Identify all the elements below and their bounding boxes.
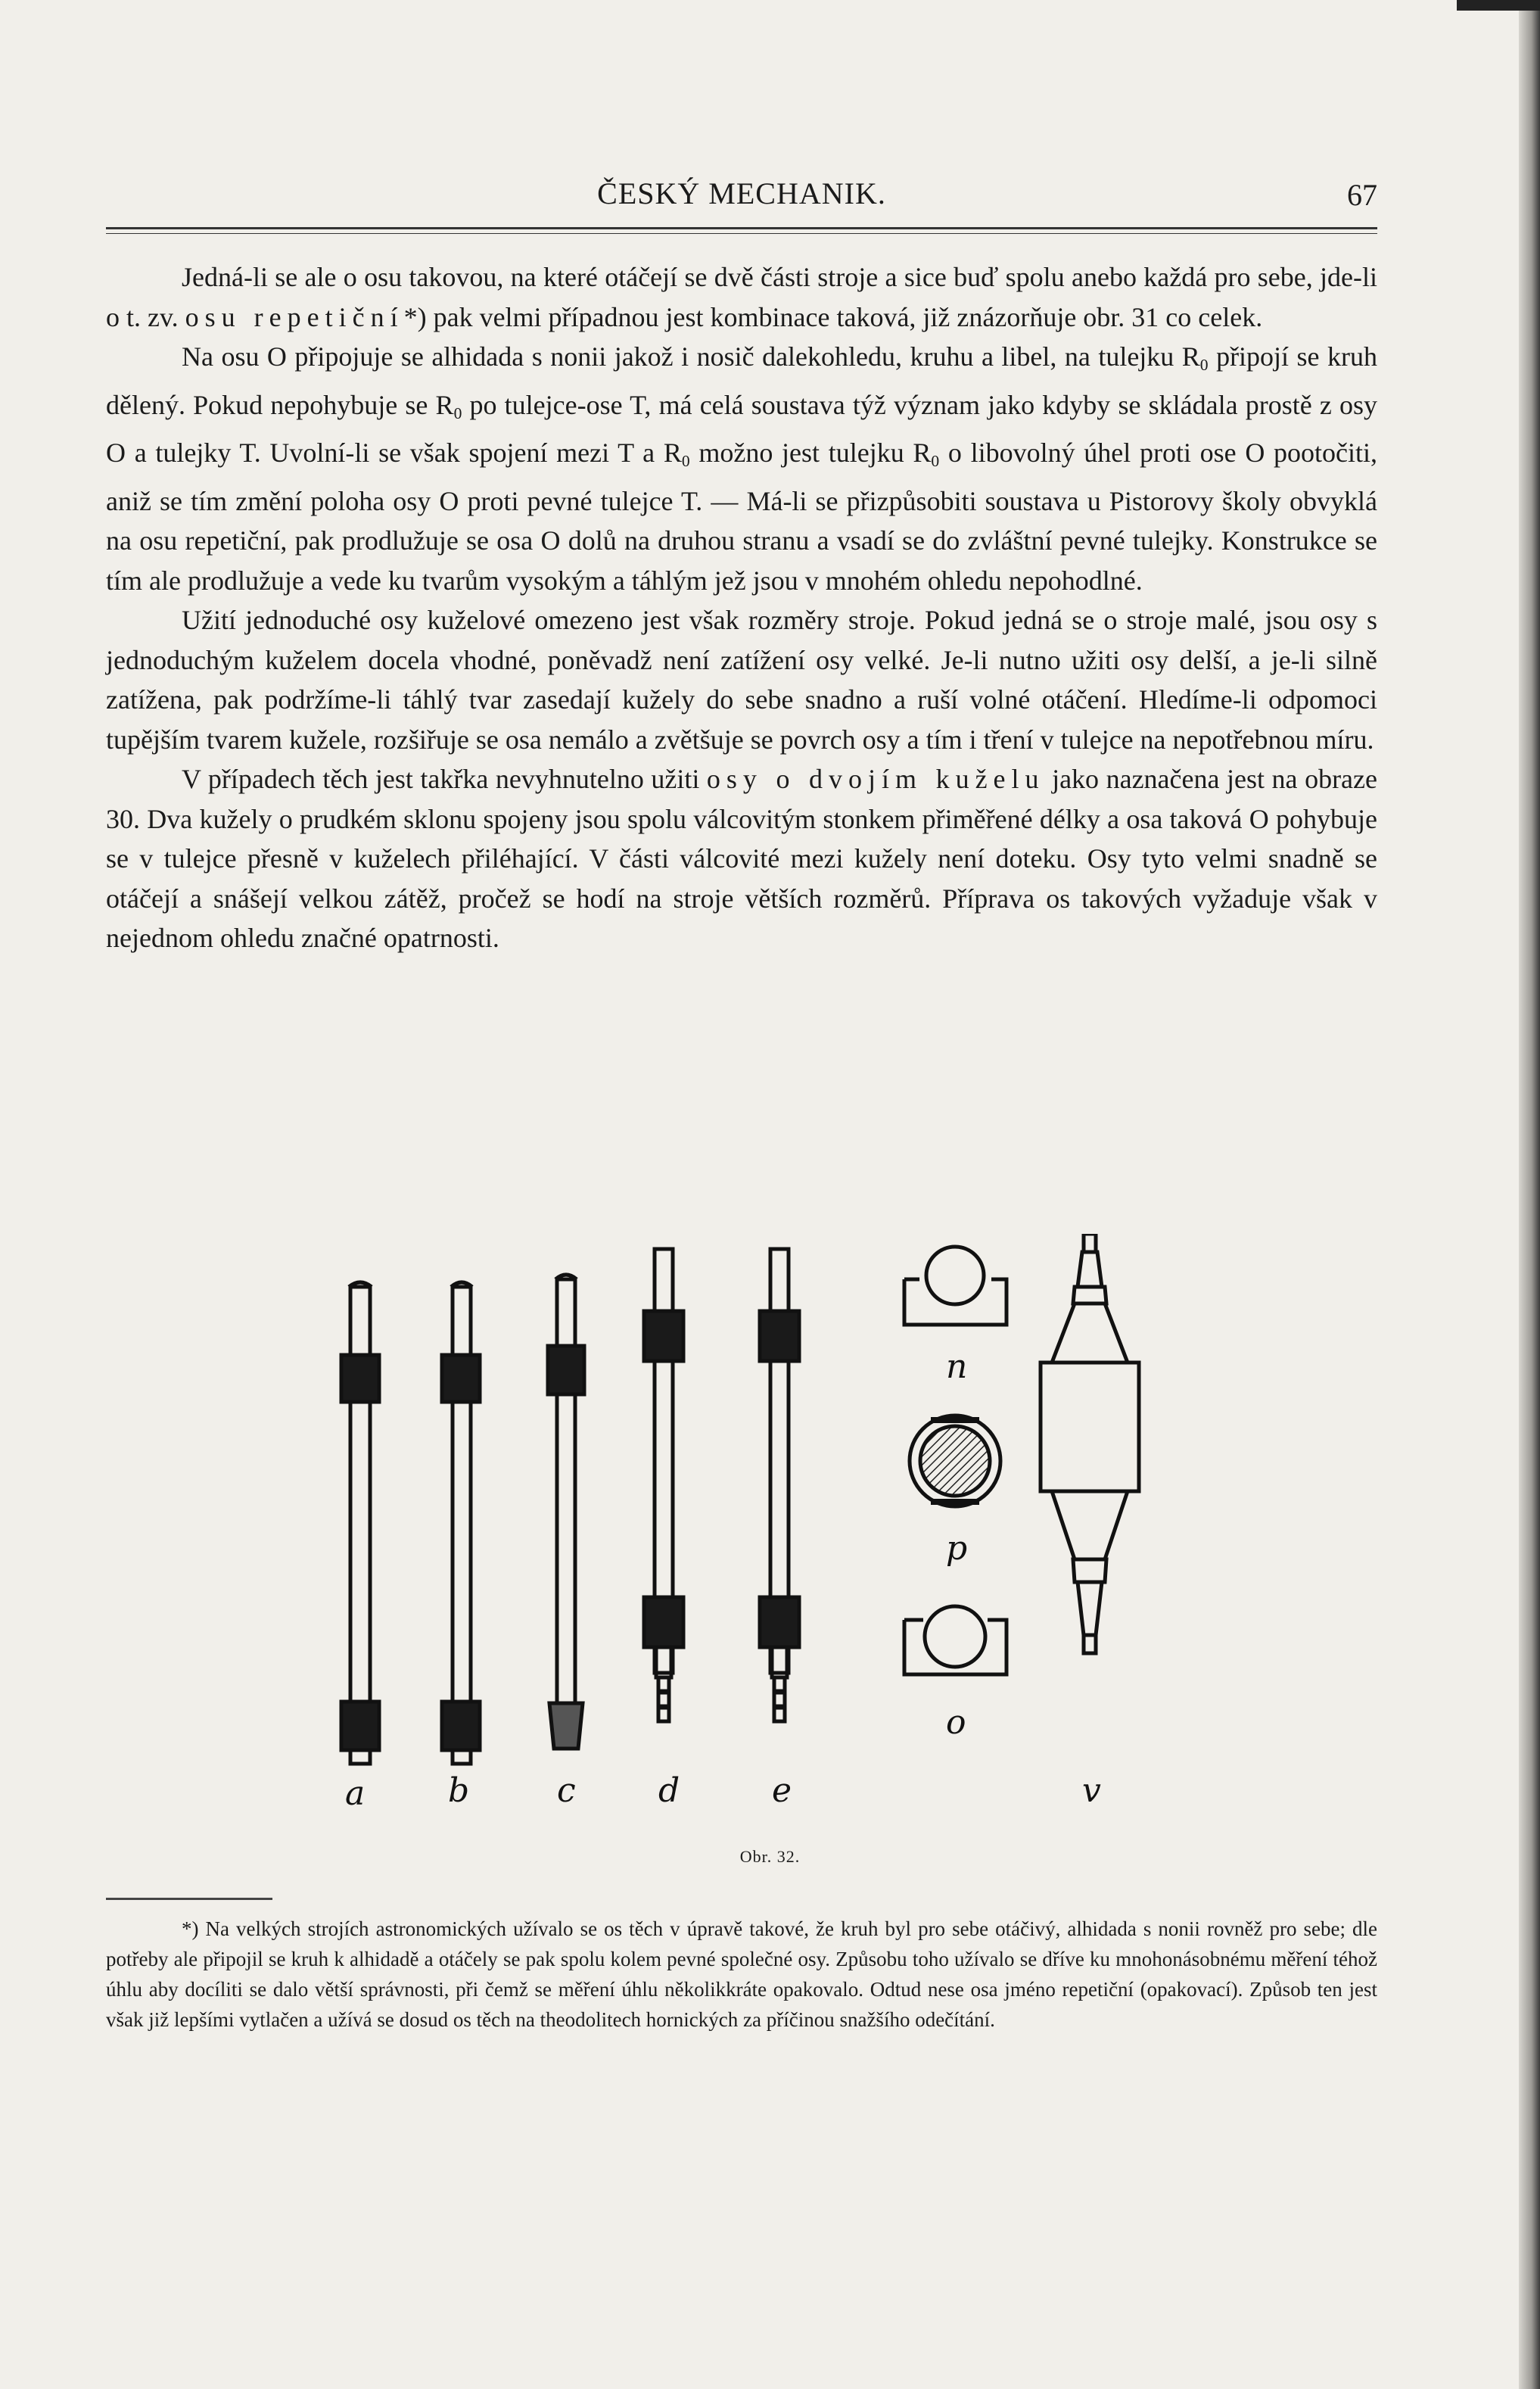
section-n [904,1247,1006,1325]
axle-e [760,1249,799,1721]
page-header [106,176,1377,221]
paragraph-4: V případech těch jest takřka nevyhnutelno užiti osy o dvojím kuželu jako naznačena jest na obraze 30. Dva kužely o prudkém sklonu spojeny jsou spolu válcovitým stonkem přiměřené délky a osa taková O pohybuje se v tulejce přesně v kuželech přiléhající. V části válcovité mezi kužely není doteku. Osy tyto velmi snadně se otáčejí a snášejí velkou zátěž, pročež se hodí na stroje větších rozměrů. Příprava os takových vyžaduje však v nejednom ohledu značné opatrnosti. [106,764,1377,953]
axle-a [341,1282,379,1764]
emphasis-spaced: osy o dvojím kuželu [706,764,1045,794]
page-number: 67 [1347,178,1377,212]
label-e: e [772,1771,792,1810]
emphasis-spaced: osu repetiční [185,301,404,332]
label-a: a [345,1774,366,1813]
scan-mark [1457,0,1540,11]
header-rule-top [106,227,1377,229]
footnote-rule [106,1898,272,1900]
axle-c [548,1275,584,1749]
figure-32 [288,1234,1196,1839]
axle-v [1041,1234,1139,1653]
page-edge [1519,0,1540,2389]
figure-caption: Obr. 32. [739,1847,801,1866]
label-o: o [946,1703,966,1742]
axle-d [644,1249,683,1721]
paragraph-2: Na osu O připojuje se alhidada s nonii jakož i nosič dalekohledu, kruhu a libel, na tulejku $R_0$ připojí se kruh dělený. Pokud nepohybuje se $R_0$ po tulejce-ose T, má celá soustava týž význam jako kdyby se skládala prostě z osy O a tulejky T. Uvolní-li se však spojení mezi T a $R_0$ možno jest tulejku $R_0$ o libovolný úhel proti ose O pootočiti, aniž se tím změní poloha osy O proti pevné tulejce T. — Má-li se přizpůsobiti soustava u Pistorovy školy obvyklá na osu repetiční, pak prodlužuje se osa O dolů na druhou stranu a vsadí se do zvláštní pevné tulejky. Konstrukce se tím ale prodlužuje a vede ku tvarům vysokým a táhlým jež jsou v mnohém ohledu nepohodlné. [106,341,1378,596]
label-v: v [1082,1771,1101,1810]
running-title: ČESKÝ MECHANIK. [597,176,886,210]
label-n: n [946,1347,968,1386]
axle-drawings [288,1234,1196,1839]
footnote-text: *) Na velkých strojích astronomických užívalo se os těch v úpravě takové, že kruh byl pro sebe otáčivý, alhidada s nonii rovněž pro sebe; dle potřeby ale připojil se kruh k alhidadě a otáčely se pak spolu kolem pevné společné osy. Způsobu toho užívalo se dříve ku mnohonásobnému měření téhož úhlu aby docíliti se dalo větší správnosti, při čemž se měření úhlu několikkráte opakovalo. Odtud nese osa jméno repetiční (opakovací). Způsob ten jest však již lepšími vytlačen a užívá se dosud os těch na theodolitech hornických za příčinou snažšího odečítání. [106,1917,1377,2031]
header-rule-bottom [106,233,1377,234]
label-d: d [658,1771,680,1810]
paragraph-3: Užití jednoduché osy kuželové omezeno jest však rozměry stroje. Pokud jedná se o stroje malé, jsou osy s jednoduchým kuželem docela vhodné, poněvadž není zatížení osy velké. Je-li nutno užiti osy delší, a je-li silně zatížena, pak podržíme-li táhlý tvar zasedají kužely do sebe snadno a ruší volné otáčení. Hledíme-li odpomoci tupějším tvarem kužele, rozšiřuje se osa nemálo a zvětšuje se povrch osy a tím i tření v tulejce na nepotřebnou míru. [106,605,1377,755]
label-b: b [448,1771,470,1810]
label-c: c [557,1771,576,1810]
axle-b [442,1282,480,1764]
body-text [106,257,1377,958]
paragraph-1: Jedná-li se ale o osu takovou, na které otáčejí se dvě části stroje a sice buď spolu anebo každá pro sebe, jde-li o t. zv. osu repetiční*) pak velmi případnou jest kombinace taková, již znázorňuje obr. 31 co celek. [106,262,1377,332]
footnote [106,1914,1377,2035]
section-p [910,1416,1000,1506]
label-p: p [946,1529,968,1568]
section-o [904,1606,1006,1674]
